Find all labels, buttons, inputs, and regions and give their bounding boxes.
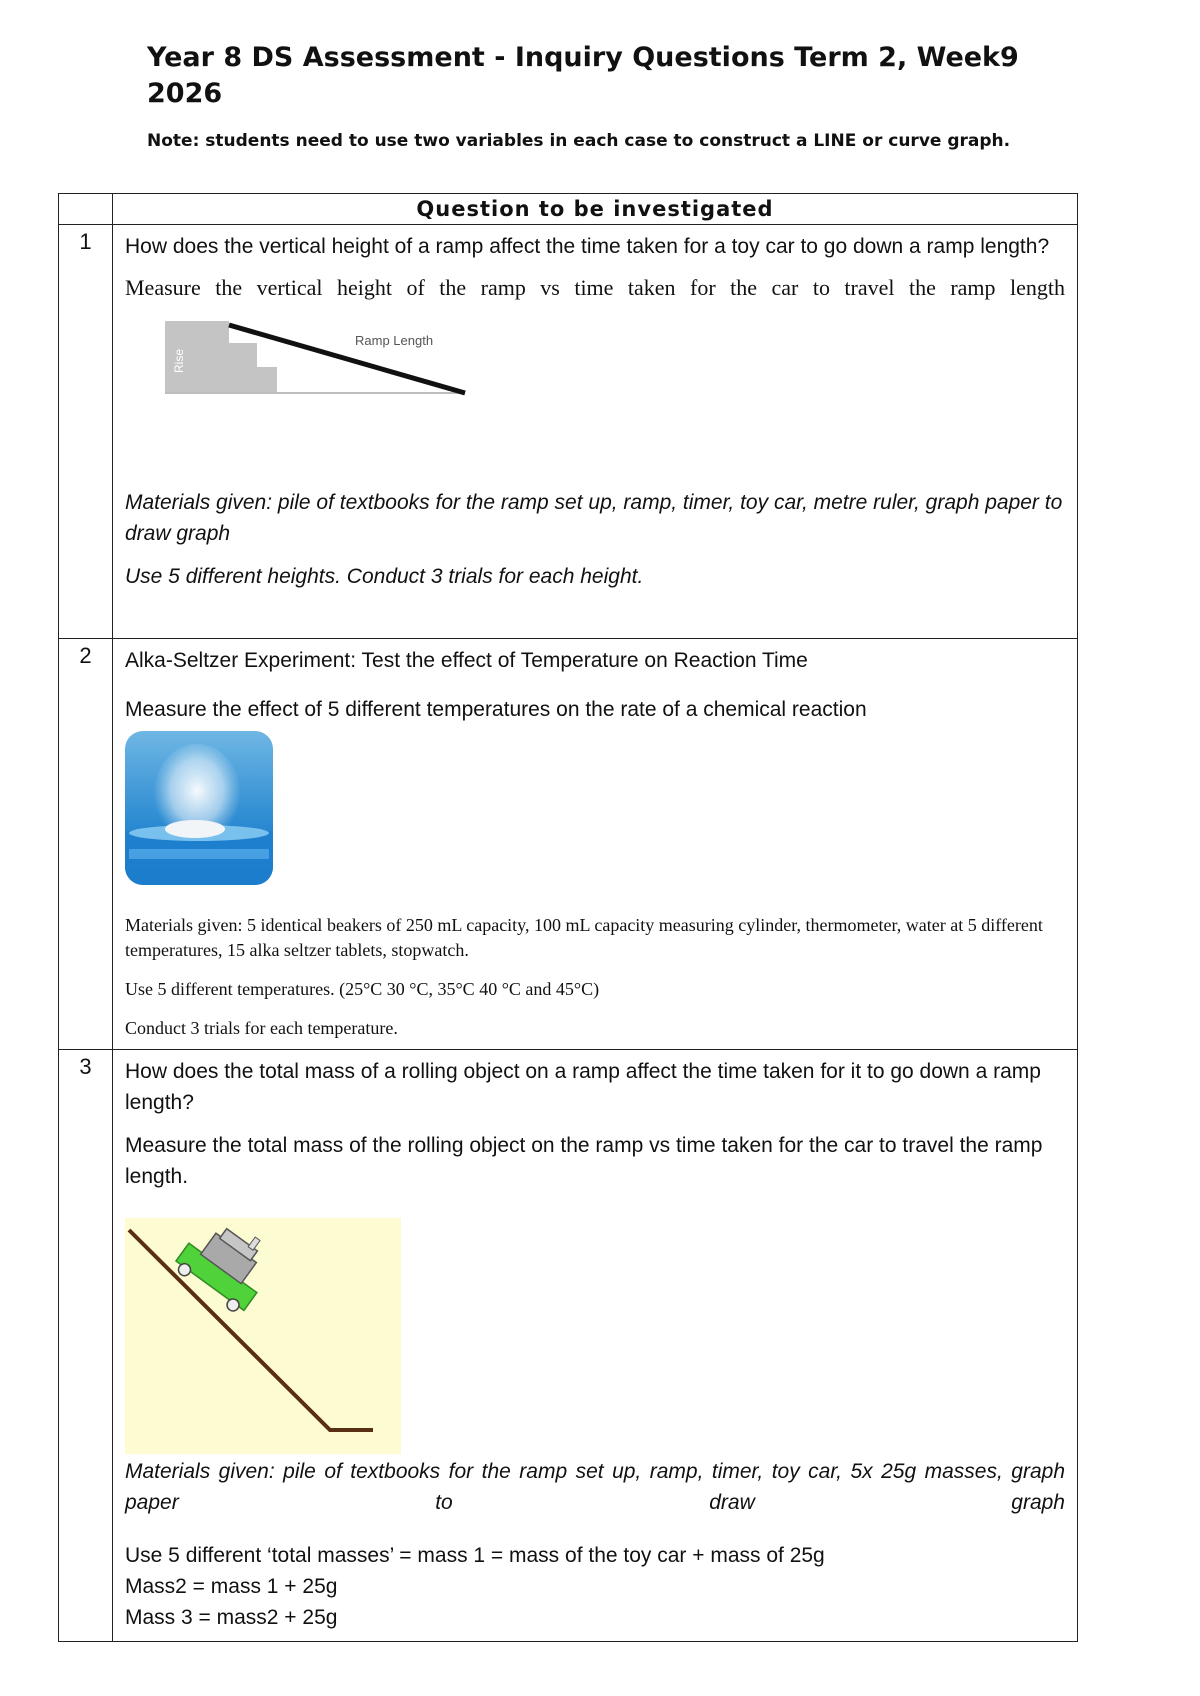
row-number: 1 [59,225,113,639]
masses-intro-text: Use 5 different ‘total masses’ = mass 1 = mass of the toy car + mass of 25g [125,1544,825,1567]
row-number: 2 [59,639,113,1050]
ramp-diagram [125,313,1065,429]
fizzing-beaker-svg [125,731,273,885]
table-header: Question to be investigated [113,194,1078,225]
question-text: Alka-Seltzer Experiment: Test the effect of Temperature on Reaction Time [125,649,808,672]
header-num-cell [59,194,113,225]
materials-text: Materials given: pile of textbooks for the ramp set up, ramp, timer, toy car, 5x 25g masses, graph paper to draw graph [125,1460,1065,1514]
page-title: Year 8 DS Assessment - Inquiry Questions Term 2, Week9 2026 [147,42,1019,109]
ramp-diagram-svg [165,321,495,411]
alka-seltzer-image [125,731,273,885]
table-row [59,639,1078,1050]
materials-text-line1 [125,1456,1065,1518]
measure-text: Measure the effect of 5 different temperatures on the rate of a chemical reaction [125,698,867,721]
temperatures-text: Use 5 different temperatures. (25°C 30 °C, 35°C 40 °C and 45°C) [125,979,600,999]
car-on-ramp-svg [125,1218,401,1454]
ramp-length-label: Ramp Length [355,333,434,348]
row-number: 3 [59,1050,113,1642]
question-cell [113,225,1078,639]
table-header-row [59,194,1078,225]
instructions-text: Use 5 different heights. Conduct 3 trials for each height. [125,565,644,588]
measure-text: Measure the total mass of the rolling object on the ramp vs time taken for the car to travel the ramp length. [125,1134,1043,1188]
note-text: Note: students need to use two variables in each case to construct a LINE or curve graph. [147,131,1011,151]
rolling-car-image [125,1218,401,1454]
question-text: How does the vertical height of a ramp affect the time taken for a toy car to go down a ramp length? [125,235,1050,258]
question-cell [113,639,1078,1050]
table-row [59,1050,1078,1642]
mass2-text: Mass2 = mass 1 + 25g [125,1575,338,1598]
materials-text: Materials given: pile of textbooks for the ramp set up, ramp, timer, toy car, metre ruler, graph paper to draw graph [125,491,1063,545]
materials-text: Materials given: 5 identical beakers of 250 mL capacity, 100 mL capacity measuring cylinder, thermometer, water at 5 different temperatures, 15 alka seltzer tablets, stopwatch. [125,915,1043,960]
table-row [59,225,1078,639]
question-text: How does the total mass of a rolling object on a ramp affect the time taken for it to go down a ramp length? [125,1060,1041,1114]
rise-label: Rise [172,348,186,373]
trials-text: Conduct 3 trials for each temperature. [125,1018,398,1038]
question-cell [113,1050,1078,1642]
mass3-text: Mass 3 = mass2 + 25g [125,1606,338,1629]
questions-table [58,193,1078,1642]
measure-text: Measure the vertical height of the ramp vs time taken for the car to travel the ramp length [125,275,1065,300]
